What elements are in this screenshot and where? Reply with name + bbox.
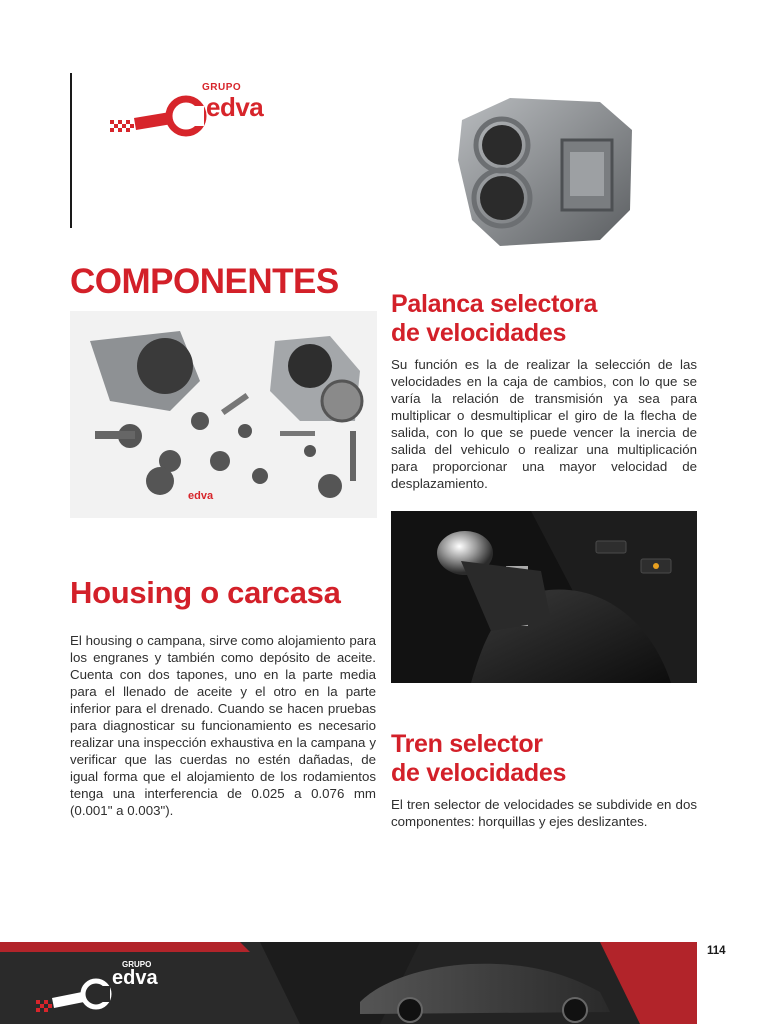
page-number: 114: [707, 945, 726, 957]
logo-cedva-text: edva: [206, 92, 264, 122]
grupo-cedva-logo: [108, 80, 278, 150]
paragraph-tren: El tren selector de velocidades se subdivide en dos componentes: horquillas y ejes deslizantes.: [391, 797, 697, 829]
gear-shifter-image: [391, 511, 697, 683]
footer-logo-cedva: edva: [112, 967, 158, 989]
heading-tren-selector: [391, 730, 566, 788]
heading-tren-line2: de velocidades: [391, 759, 567, 787]
heading-housing: Housing o carcasa: [70, 575, 341, 610]
paragraph-palanca: Su función es la de realizar la selección de las velocidades en la caja de cambios, con lo que se varía la relación de transmisión ya sea para multiplicar o desmultiplicar el giro de la flecha de salida, con lo que se puede vencer la inercia de salida del vehiculo o realizar una multiplicación para proporcionar una mayor velocidad de desplazamiento.: [391, 357, 697, 491]
heading-palanca-line1: Palanca selectora: [391, 290, 598, 318]
heading-palanca-selectora: [391, 290, 597, 348]
heading-tren-line1: Tren selector: [391, 730, 543, 758]
heading-palanca-line2: de velocidades: [391, 319, 567, 347]
vertical-divider: [70, 73, 72, 228]
paragraph-housing: El housing o campana, sirve como alojamiento para los engranes y también como depósito de aceite. Cuenta con dos tapones, uno en la parte media para el llenado de aceite y el otro en la parte inferior para el drenado. Cuando se hacen pruebas para diagnosticar su funcionamiento es necesario realizar una inspección exhaustiva en la campana y verificar que las cuerdas no estén dañadas, de igual forma que el alojamiento de los rodamientos tenga una interferencia de 0.025 a 0.076 mm (0.001" a 0.003").: [70, 633, 376, 818]
footer-banner: [0, 942, 697, 1024]
logo-grupo-text: GRUPO: [202, 82, 242, 93]
footer-logo-grupo: GRUPO: [122, 960, 152, 969]
heading-componentes: COMPONENTES: [70, 262, 339, 301]
transmission-housing-image: [450, 90, 640, 250]
svg-text:edva: edva: [188, 490, 214, 502]
transmission-components-image: [70, 311, 377, 518]
